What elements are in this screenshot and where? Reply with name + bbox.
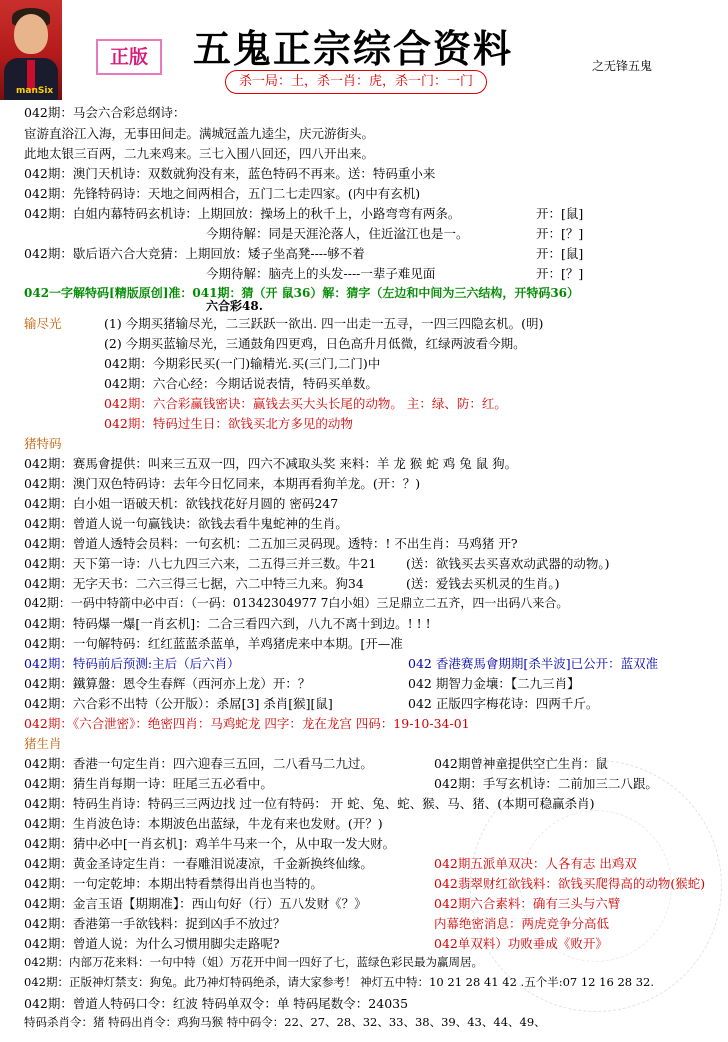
text-line: 042 正版四字梅花诗：四两千斤。	[408, 696, 599, 711]
text-line: 内幕绝密消息：两虎竞争分高低	[434, 916, 610, 931]
text-line: 042期：曾道人说：为什么习惯用脚尖走路呢?	[24, 936, 280, 951]
text-line: 042期：香港一句定生肖：四六迎春三五回，二八看马二九过。	[24, 756, 373, 771]
photo-watermark: manSix	[16, 86, 54, 96]
text-line: 042期：内部万花来料：一句中特（姐）万花开中间一四好了七，蓝绿色彩民最为赢周居。	[24, 955, 483, 969]
text-line: 042期：特码前后预测:主后（后六肖）	[24, 656, 240, 671]
text-line: 042期：特码爆一爆[一肖玄机]：二合三看四六到，八九不离十到边。! ! !	[24, 616, 431, 631]
text-line: 042 香港赛馬會期期[杀半波]已公开：蓝双准	[408, 656, 659, 671]
text-line: 042期：特码过生日：欲钱买北方多见的动物	[104, 416, 353, 431]
genuine-badge: 正版	[96, 39, 162, 75]
text-line: 042期：六合心经：今期话说表情，特码买单数。	[104, 376, 378, 391]
author-photo	[0, 0, 62, 100]
text-line: 开：[鼠]	[536, 206, 584, 221]
text-line: (送：爱钱去买机灵的生肖。)	[406, 576, 560, 591]
text-line: 042期六合素料：确有三头与六臂	[434, 896, 621, 911]
text-line: 042期：一句解特码：红红蓝蓝杀蓝单，羊鸡猪虎来中本期。[开—准	[24, 636, 403, 651]
text-line: 042期：曾道人特码口令：红波 特码单双令：单 特码尾数令：24035	[24, 996, 409, 1011]
text-line: (1) 今期买猪输尽光，二三跃跃一欲出. 四一出走一五寻，一四三四隐玄机。(明)	[104, 316, 544, 331]
text-line: 开：[？]	[536, 266, 584, 281]
text-line: 042期：六合彩不出特（公开版）：杀屌[3] 杀肖[猴][鼠]	[24, 696, 333, 711]
text-line: 042期：特码生肖诗：特码三三两边找 过一位有特码： 开 蛇、兔、蛇、猴、马、猪、(本期可稳赢杀肖)	[24, 796, 595, 811]
text-line: 042期：正版神灯禁支：狗兔。此乃神灯特码绝杀，请大家参考！ 神灯五中特：10 21 28 41 42 .五个半:07 12 16 28 32.	[24, 975, 655, 989]
text-line: 宦游直浴江入海，无事田间走。满城冠盖九逵尘，庆元游街头。	[24, 126, 375, 141]
text-line: 042期：先锋特码诗：天地之间两相合，五门二七走四家。(内中有玄机)	[24, 186, 421, 201]
section-heading: 输尽光	[24, 316, 62, 331]
text-line: 042期：曾道人透特会员料：一句玄机：二五加三灵码现。透特：! 不出生肖：马鸡猪 开?	[24, 536, 518, 551]
text-line: 042期：无字天书：二六三得三七据，六二中特三九来。狗34	[24, 576, 364, 591]
text-line: 开：[鼠]	[536, 246, 584, 261]
text-line: 042期：天下第一诗：八七九四三六来，二五得三并三数。牛21	[24, 556, 377, 571]
text-line: 六合彩48.	[206, 299, 263, 313]
text-line: 042期：今期彩民买(一门)输精光.买(三门,二门)中	[104, 356, 381, 371]
page-title: 五鬼正宗综合资料	[193, 26, 514, 71]
text-line: 042期：白姐内幕特码玄机诗：上期回放：操场上的秋千上，小路弯弯有两条。	[24, 206, 461, 221]
text-line: 042期：六合彩赢钱密诀：赢钱去买大头长尾的动物。 主：绿、防：红。	[104, 396, 507, 411]
text-line: (2) 今期买蓝输尽光，三通鼓角四更鸡，日色高升月低微，红绿两波看今期。	[104, 336, 526, 351]
text-line: 042期：马会六合彩总纲诗：	[24, 105, 186, 120]
text-line: 042期：澳门双色特码诗：去年今日忆同来，本期再看狗羊龙。(开：？)	[24, 476, 421, 491]
text-line: 开：[？]	[536, 226, 584, 241]
text-line: 042期：金言玉语【期期准】：西山句好（行）五八发财《？》	[24, 896, 367, 911]
text-line: 042期：白小姐一语破天机：欲钱找花好月圆的 密码247	[24, 496, 339, 511]
author-name: 之无锋五鬼	[592, 59, 653, 73]
text-line: 042期：赛馬會提供：叫来三五双一四，四六不减取头奖 来料：羊 龙 猴 蛇 鸡 兔 鼠 狗。	[24, 456, 518, 471]
text-line: 042期：澳门天机诗：双数就狗没有来，蓝色特码不再来。送：特码重小来	[24, 166, 436, 181]
kill-banner: 杀一局：土，杀一肖：虎，杀一门：一门	[225, 70, 487, 94]
text-line: (送：欲钱买去买喜欢动武器的动物。)	[406, 556, 610, 571]
text-line: 042期：鐵算盤：恩令生春辉（西河亦上龙）开：？	[24, 676, 311, 691]
text-line: 今期待解：同是天涯沦落人，住近湓江也是一。	[206, 226, 469, 241]
text-line: 042期：生肖波色诗：本期波色出蓝绿，牛龙有来也发财。(开？)	[24, 816, 383, 831]
text-line: 042一字解特码[精版原创]准：041期：猜（开 鼠36）解：猜字（左边和中间为三六结构，开特码36）	[24, 286, 580, 300]
text-line: 042期曾神童提供空亡生肖：鼠	[434, 756, 608, 771]
section-heading: 猪生肖	[24, 736, 62, 751]
text-line: 042期：猜生肖每期一诗：旺尾三五必看中。	[24, 776, 273, 791]
text-line: 042期：曾道人说一句赢钱诀：欲钱去看牛鬼蛇神的生肖。	[24, 516, 348, 531]
text-line: 042期：黄金圣诗定生肖：一春雕泪说凄凉，千金新换终仙缘。	[24, 856, 373, 871]
text-line: 042单双料）功败垂成《败开》	[434, 936, 608, 951]
text-line: 042期：歇后语六合大竞猜：上期回放：矮子坐高凳----够不着	[24, 246, 365, 261]
text-line: 042期：猜中必中[一肖玄机]：鸡羊牛马来一个，从中取一发大财。	[24, 836, 396, 851]
section-heading: 猪特码	[24, 436, 62, 451]
text-line: 042 期智力金壤：【二九三肖】	[408, 676, 580, 691]
text-line: 042期：手写玄机诗：二前加三二八跟。	[434, 776, 658, 791]
text-line: 042翡翠财红欲钱料：欲钱买爬得高的动物(猴蛇)	[434, 876, 706, 891]
text-line: 042期：《六合泄密》：绝密四肖：马鸡蛇龙 四字：龙在龙宫 四码：19-10-34-01	[24, 716, 470, 731]
text-line: 特码杀肖令：猪 特码出肖令：鸡狗马猴 特中码令：22、27、28、32、33、38、39、43、44、49、	[24, 1015, 546, 1029]
text-line: 042期：香港第一手欲钱料：捉到凶手不放过？	[24, 916, 286, 931]
text-line: 042期：一码中特箭中必中百：（一码：01342304977 7白小姐）三足鼎立二五齐，四一出码八来合。	[24, 596, 569, 610]
text-line: 今期待解：脑壳上的头发----一辈子难见面	[206, 266, 436, 281]
text-line: 042期：一句定乾坤：本期出特看禁得出肖也当特的。	[24, 876, 323, 891]
text-line: 此地太银三百两，二九来鸡来。三七入围八回还，四八开出来。	[24, 146, 375, 161]
text-line: 042期五派单双决：人各有志 出鸡双	[434, 856, 637, 871]
